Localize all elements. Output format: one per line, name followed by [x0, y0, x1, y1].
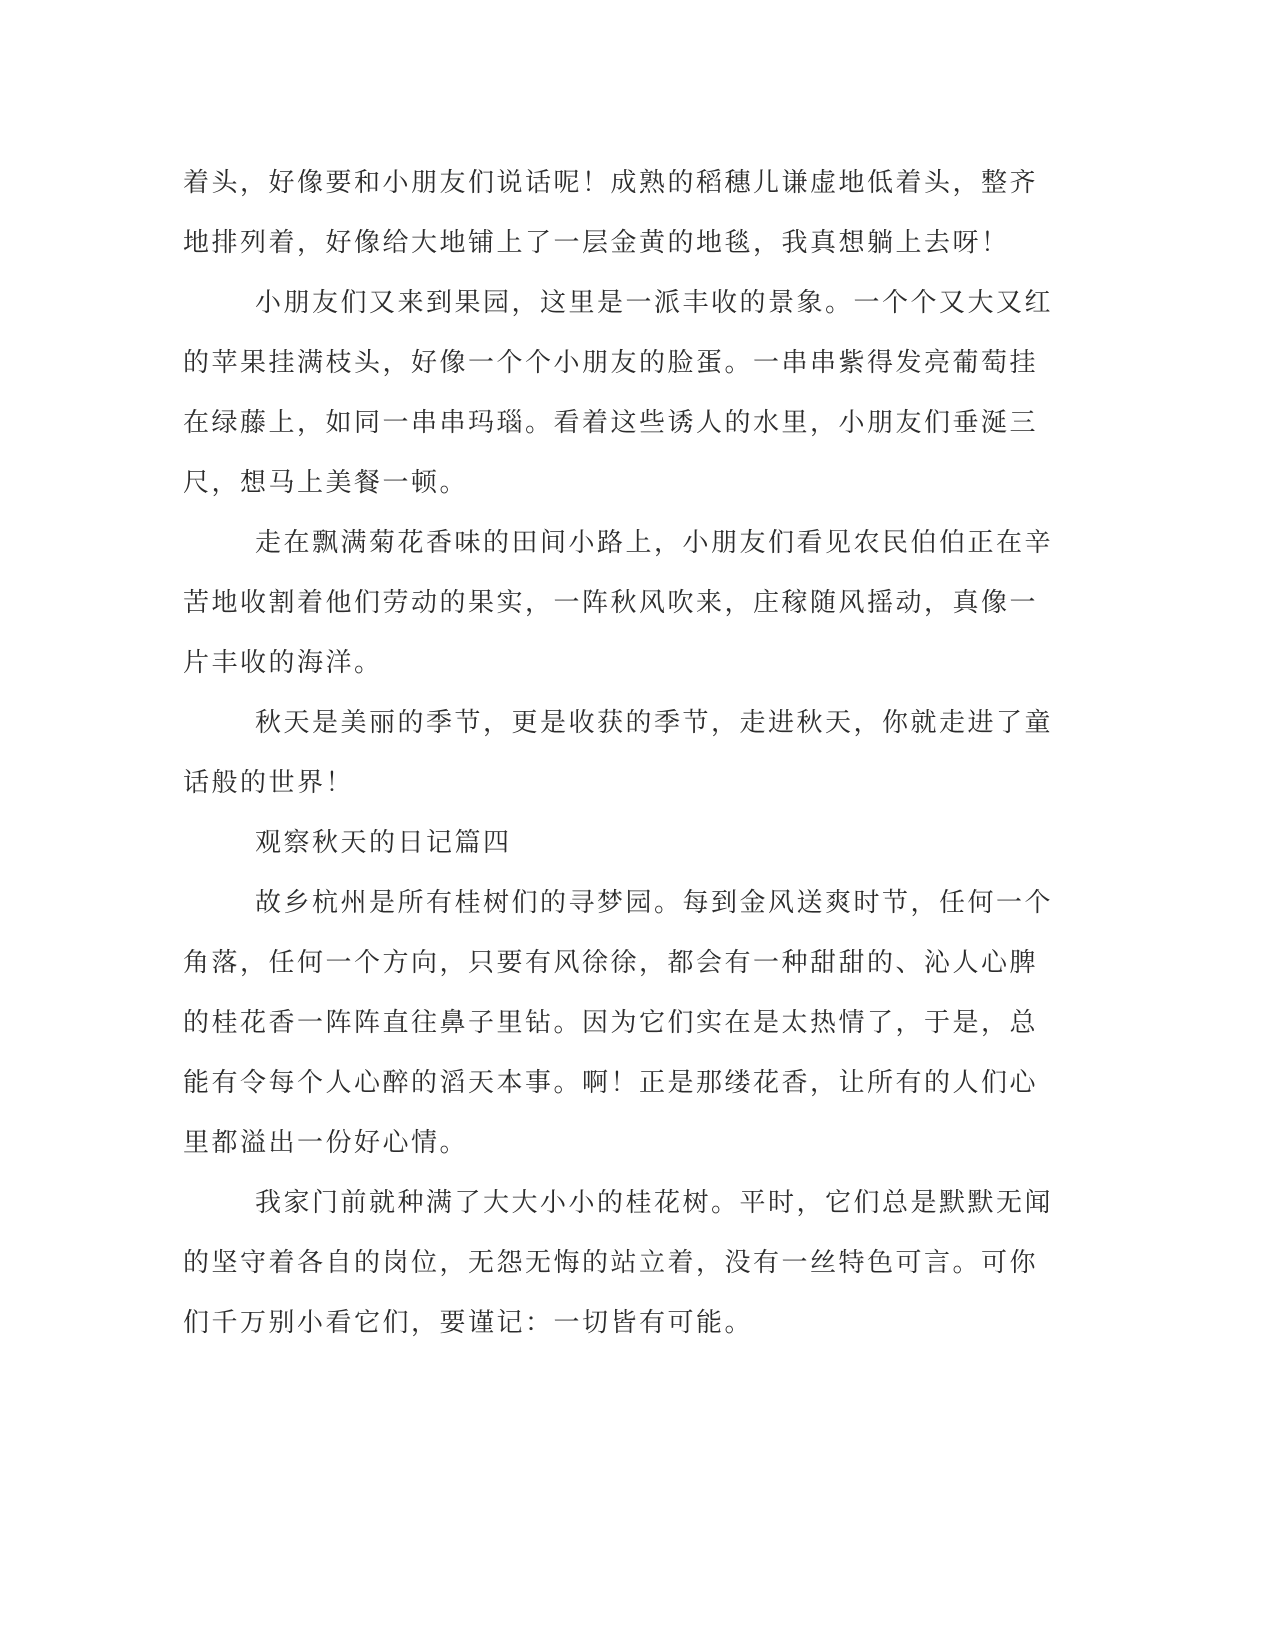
text-line: 的坚守着各自的岗位，无怨无悔的站立着，没有一丝特色可言。可你 — [183, 1248, 1039, 1278]
paragraph-start-line: 小朋友们又来到果园，这里是一派丰收的景象。一个个又大又红 — [255, 288, 1054, 318]
section-heading: 观察秋天的日记篇四 — [255, 828, 512, 858]
text-line: 能有令每个人心醉的滔天本事。啊！正是那缕花香，让所有的人们心 — [183, 1068, 1039, 1098]
paragraph-start-line: 故乡杭州是所有桂树们的寻梦园。每到金风送爽时节，任何一个 — [255, 888, 1054, 918]
text-line: 在绿藤上，如同一串串玛瑙。看着这些诱人的水里，小朋友们垂涎三 — [183, 408, 1039, 438]
paragraph-start-line: 走在飘满菊花香味的田间小路上，小朋友们看见农民伯伯正在辛 — [255, 528, 1054, 558]
text-line: 话般的世界！ — [183, 768, 355, 798]
paragraph-start-line: 我家门前就种满了大大小小的桂花树。平时，它们总是默默无闻 — [255, 1188, 1054, 1218]
paragraph-start-line: 秋天是美丽的季节，更是收获的季节，走进秋天，你就走进了童 — [255, 708, 1054, 738]
text-line: 的桂花香一阵阵直往鼻子里钻。因为它们实在是太热情了，于是，总 — [183, 1008, 1039, 1038]
text-line: 地排列着，好像给大地铺上了一层金黄的地毯，我真想躺上去呀！ — [183, 228, 1010, 258]
text-line: 苦地收割着他们劳动的果实，一阵秋风吹来，庄稼随风摇动，真像一 — [183, 588, 1039, 618]
text-line: 尺，想马上美餐一顿。 — [183, 468, 469, 498]
text-line: 角落，任何一个方向，只要有风徐徐，都会有一种甜甜的、沁人心脾 — [183, 948, 1039, 978]
text-line: 片丰收的海洋。 — [183, 648, 383, 678]
text-line: 们千万别小看它们，要谨记：一切皆有可能。 — [183, 1308, 754, 1338]
text-line: 着头，好像要和小朋友们说话呢！成熟的稻穗儿谦虚地低着头，整齐 — [183, 168, 1039, 198]
text-line: 的苹果挂满枝头，好像一个个小朋友的脸蛋。一串串紫得发亮葡萄挂 — [183, 348, 1039, 378]
text-line: 里都溢出一份好心情。 — [183, 1128, 469, 1158]
